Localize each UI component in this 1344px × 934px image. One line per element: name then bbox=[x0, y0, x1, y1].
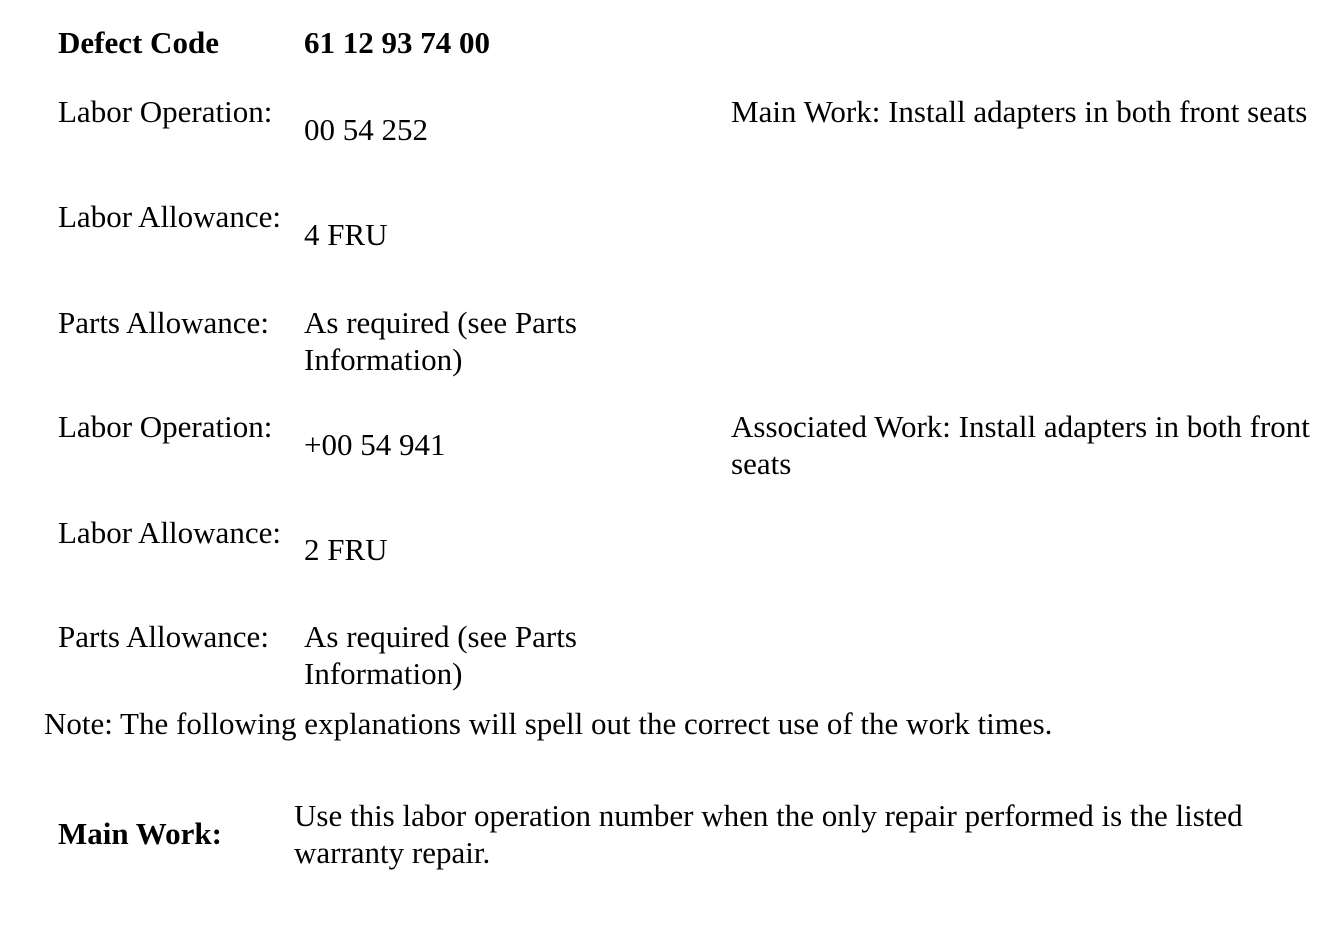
parts-allowance-value: As required (see Parts Information) bbox=[304, 619, 577, 691]
defect-code-value: 61 12 93 74 00 bbox=[304, 25, 490, 60]
labor-allowance-value: 2 FRU bbox=[304, 532, 388, 567]
note-text: Note: The following explanations will spell out the correct use of the work times. bbox=[44, 706, 1053, 741]
associated-work-description: Associated Work: Install adapters in both front seats bbox=[731, 409, 1310, 481]
parts-allowance-label: Parts Allowance: bbox=[58, 305, 269, 340]
labor-allowance-value: 4 FRU bbox=[304, 217, 388, 252]
labor-operation-value: +00 54 941 bbox=[304, 427, 446, 462]
main-work-description: Main Work: Install adapters in both front seats bbox=[731, 94, 1308, 129]
main-work-label: Main Work: bbox=[58, 816, 222, 851]
main-work-explanation: Use this labor operation number when the only repair performed is the listed warranty repair. bbox=[294, 798, 1243, 870]
parts-allowance-label: Parts Allowance: bbox=[58, 619, 269, 654]
labor-allowance-label: Labor Allowance: bbox=[58, 515, 281, 550]
labor-operation-label: Labor Operation: bbox=[58, 409, 273, 444]
labor-operation-value: 00 54 252 bbox=[304, 112, 428, 147]
defect-code-label: Defect Code bbox=[58, 25, 219, 60]
labor-operation-label: Labor Operation: bbox=[58, 94, 273, 129]
parts-allowance-value: As required (see Parts Information) bbox=[304, 305, 577, 377]
labor-allowance-label: Labor Allowance: bbox=[58, 199, 281, 234]
